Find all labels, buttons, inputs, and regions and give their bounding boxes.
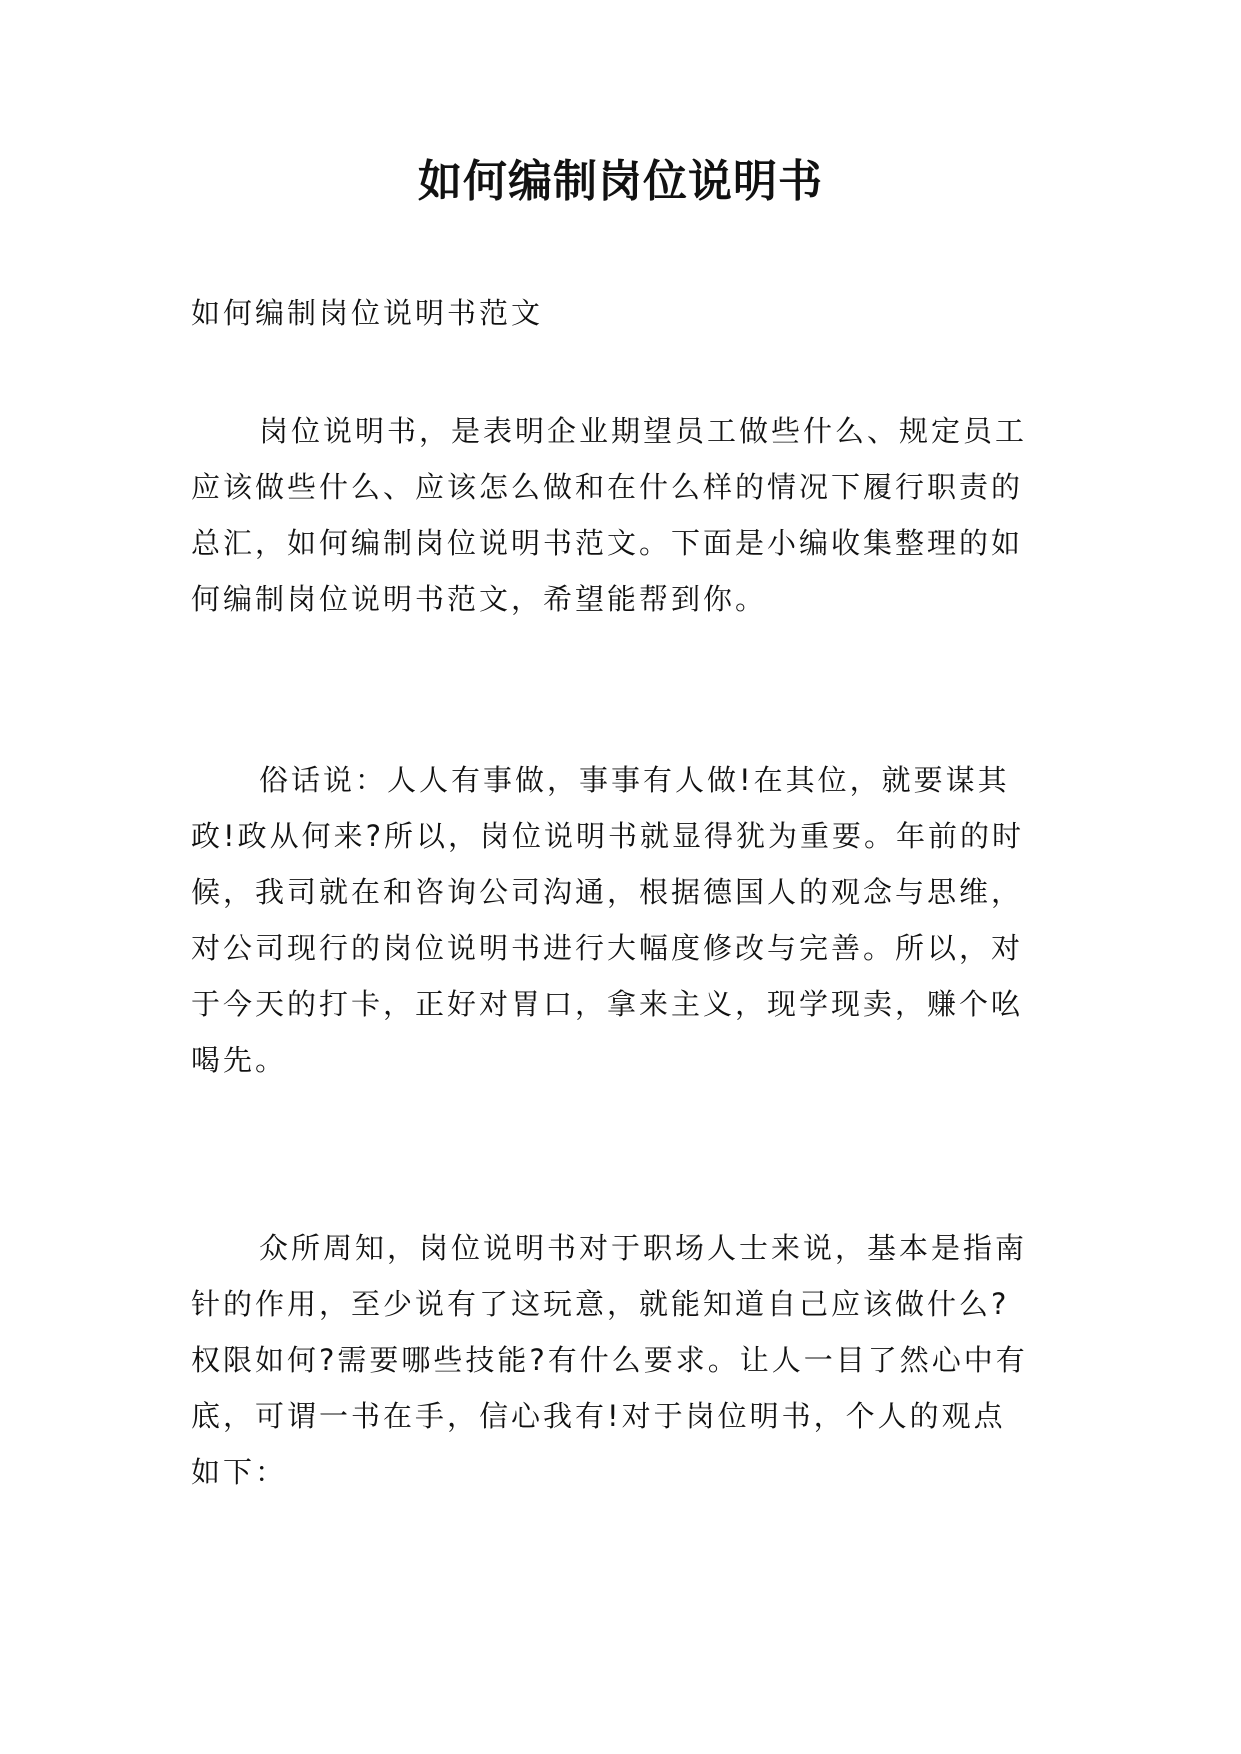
paragraph-line: 权限如何?需要哪些技能?有什么要求。让人一目了然心中有 bbox=[191, 1343, 1028, 1377]
paragraph-line: 底，可谓一书在手，信心我有!对于岗位明书，个人的观点 bbox=[191, 1399, 1006, 1433]
paragraph-line: 对公司现行的岗位说明书进行大幅度修改与完善。所以，对 bbox=[191, 931, 1024, 965]
paragraph-line: 众所周知，岗位说明书对于职场人士来说，基本是指南 bbox=[259, 1231, 1028, 1265]
paragraph-line: 如下： bbox=[191, 1455, 288, 1489]
document-subtitle: 如何编制岗位说明书范文 bbox=[191, 296, 544, 330]
paragraph-line: 俗话说：人人有事做，事事有人做!在其位，就要谋其 bbox=[259, 763, 1010, 797]
paragraph-line: 喝先。 bbox=[191, 1043, 288, 1077]
document-title: 如何编制岗位说明书 bbox=[418, 156, 823, 207]
paragraph-line: 候，我司就在和咨询公司沟通，根据德国人的观念与思维， bbox=[191, 875, 1024, 909]
paragraph-3 bbox=[191, 1220, 1063, 1500]
paragraph-line: 政!政从何来?所以，岗位说明书就显得犹为重要。年前的时 bbox=[191, 819, 1025, 853]
paragraph-line: 应该做些什么、应该怎么做和在什么样的情况下履行职责的 bbox=[191, 470, 1024, 504]
paragraph-line: 于今天的打卡，正好对胃口，拿来主义，现学现卖，赚个吆 bbox=[191, 987, 1024, 1021]
paragraph-line: 岗位说明书，是表明企业期望员工做些什么、规定员工 bbox=[259, 414, 1028, 448]
paragraph-1 bbox=[191, 403, 1063, 627]
paragraph-line: 针的作用，至少说有了这玩意，就能知道自己应该做什么? bbox=[191, 1287, 1010, 1321]
paragraph-2 bbox=[191, 752, 1063, 1088]
paragraph-line: 何编制岗位说明书范文，希望能帮到你。 bbox=[191, 582, 768, 616]
paragraph-line: 总汇，如何编制岗位说明书范文。下面是小编收集整理的如 bbox=[191, 526, 1024, 560]
